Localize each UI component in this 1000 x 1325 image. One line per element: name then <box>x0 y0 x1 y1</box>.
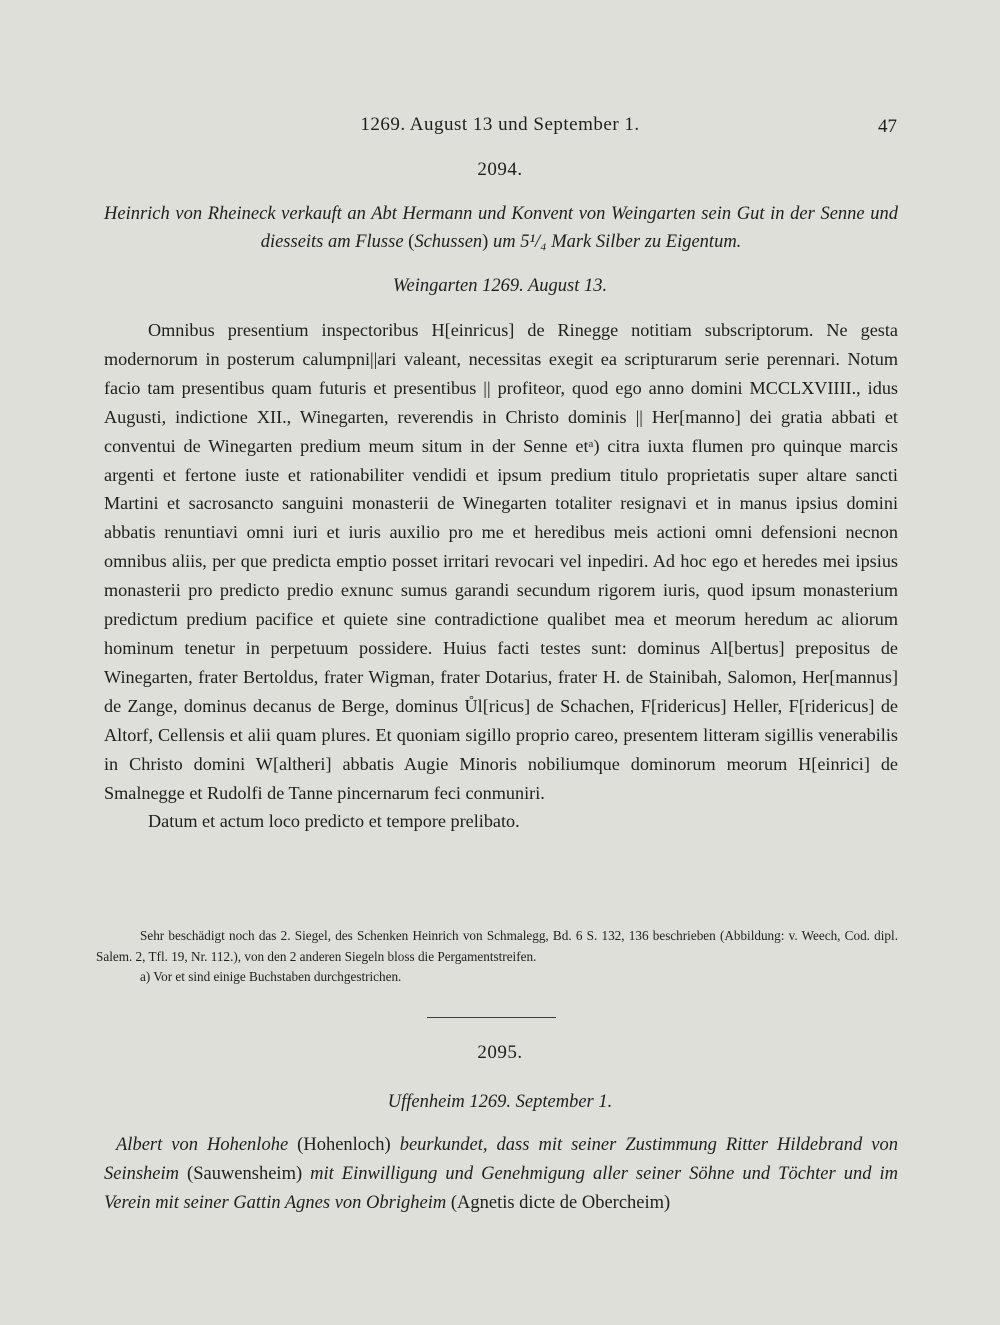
document-number-2094: 2094. <box>477 159 523 180</box>
regest-2094-line2b: Schussen <box>414 232 483 252</box>
regest-2094-line2a: der Senne und diesseits am Flusse <box>260 204 899 252</box>
regest-2095-part: (Sauwensheim) <box>187 1164 311 1184</box>
regest-2095-part: (Agnetis dicte de Obercheim) <box>450 1193 671 1213</box>
notes-2094 <box>96 926 898 988</box>
section-divider <box>427 1017 556 1018</box>
dateline-2094: Weingarten 1269. August 13. <box>392 276 608 296</box>
charter-body: Omnibus presentium inspectoribus H[einricus] de Rinegge notitiam subscriptorum. Ne gesta modernorum in posterum calumpni||ari valeant, necessitas exegit ea scripturarum serie perennari. Notum facio tam presentibus quam futuris et presentibus || profiteor, quod ego anno domini MCCLXVIIII., idus Augusti, indictione XII., Winegarten, reverendis in Christo dominis || Her[manno] dei gratia abbati et conventui de Winegarten predium meum situm in der Senne etᵃ) citra iuxta flumen pro quinque marcis argenti et fertone iuste et rationabiliter vendidi et ipsum predium titulo proprietatis super altare sancti Martini et sacrosancto sanguini monasterii de Winegarten totaliter resignavi et in manus ipsius domini abbatis renuntiavi omni iuri et iuris auxilio pro me et heredibus meis actioni omni defensioni necnon omnibus aliis, per que predicta emptio posset irritari revocari vel inpediri. Ad hoc ego et heredes mei ipsius monasterii pro predicto predio exnunc sumus garandi secundum rigorem iuris, quod ipsum monasterium predictum predium pacifice et quiete sine contradictione qualibet mea et meorum heredum ac aliorum hominum tenetur in perpetuum possidere. Huius facti testes sunt: dominus Al[bertus] prepositus de Winegarten, frater Bertoldus, frater Wigman, frater Dotarius, frater H. de Stainibah, Salomon, Her[mannus] de Zange, dominus decanus de Berge, dominus Ůl[ricus] de Schachen, F[ridericus] Heller, F[ridericus] de Altorf, Cellensis et alii quam plures. Et quoniam sigillo proprio careo, presentem litteram sigillis venerabilis in Christo domini W[altheri] abbatis Augie Minoris nobiliumque dominorum meorum H[einrici] de Smalnegge et Rudolfi de Tanne pincernarum feci conmuniri. <box>104 320 898 803</box>
dateline-2095: Uffenheim 1269. September 1. <box>387 1092 613 1112</box>
charter-text-2094 <box>104 316 898 836</box>
running-head <box>0 114 1000 142</box>
regest-2095 <box>104 1131 898 1218</box>
running-head-title: 1269. August 13 und September 1. <box>360 114 640 135</box>
note-a: a) Vor et sind einige Buchstaben durchgestrichen. <box>140 969 402 984</box>
regest-2095-part: mit Einwilligung und Genehmigung aller seiner Söhne und Töchter und im Verein mit seiner Gattin Agnes von Obrigheim <box>104 1164 898 1213</box>
regest-2095-part: (Hohenloch) <box>297 1135 400 1155</box>
regest-2095-part: beurkundet, dass mit seiner Zustimmung Ritter Hildebrand von Seinsheim <box>104 1135 899 1184</box>
regest-2094-paren-close: ) <box>482 232 489 252</box>
regest-2094 <box>104 200 898 256</box>
regest-2094-line1: Heinrich von Rheineck verkauft an Abt Hermann und Konvent von Weingarten sein Gut in <box>104 204 785 224</box>
document-number-2095: 2095. <box>477 1042 523 1063</box>
regest-2094-paren-open: ( <box>408 232 415 252</box>
regest-2094-line2c: um 5¹/₄ Mark Silber zu Eigentum. <box>488 232 742 252</box>
note-seal: Sehr beschädigt noch das 2. Siegel, des Schenken Heinrich von Schmalegg, Bd. 6 S. 132, 136 beschrieben (Abbildung: v. Weech, Cod. dipl. Salem. 2, Tfl. 19, Nr. 112.), von den 2 anderen Siegeln bloss die Pergamentstreifen. <box>96 928 898 964</box>
page-number: 47 <box>878 116 897 137</box>
regest-2095-part: Albert von Hohenlohe <box>116 1135 298 1155</box>
charter-closing: Datum et actum loco predicto et tempore prelibato. <box>148 811 520 832</box>
